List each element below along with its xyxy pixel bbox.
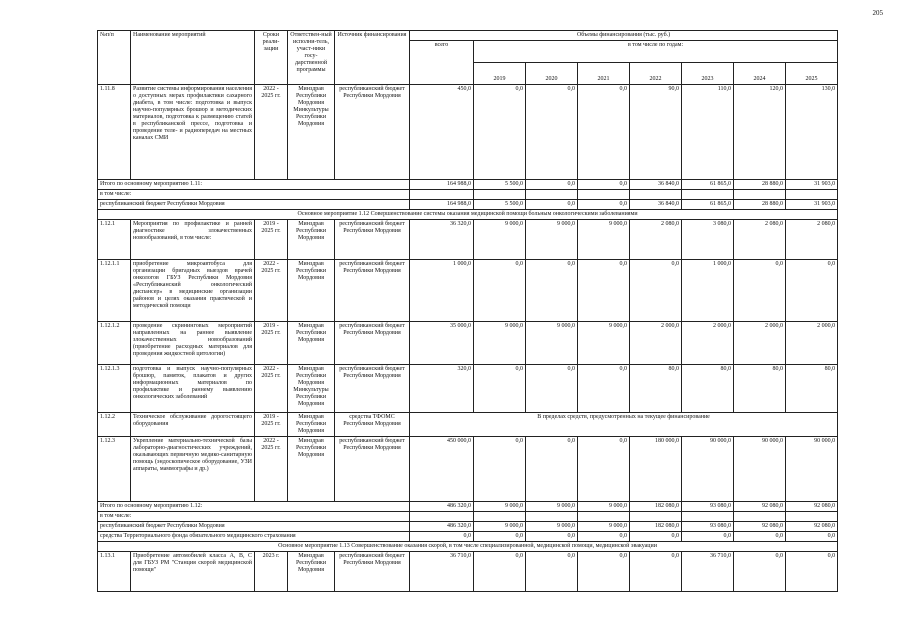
amount-cell: 0,0 bbox=[474, 260, 526, 322]
amount-cell: 0,0 bbox=[474, 365, 526, 413]
amount-cell: 0,0 bbox=[526, 180, 578, 190]
empty-cell bbox=[630, 190, 682, 200]
table-row bbox=[98, 502, 838, 512]
amount-cell: 36 710,0 bbox=[410, 552, 474, 592]
section-title: Основное мероприятие 1.12 Совершенствование системы оказания медицинской помощи больным онкологическими заболеваниями bbox=[98, 210, 838, 220]
amount-cell: 0,0 bbox=[578, 260, 630, 322]
amount-cell: 0,0 bbox=[578, 85, 630, 180]
amount-cell: 130,0 bbox=[786, 85, 838, 180]
empty-cell bbox=[474, 512, 526, 522]
amount-cell: 0,0 bbox=[526, 552, 578, 592]
amount-cell: 80,0 bbox=[786, 365, 838, 413]
amount-cell: 28 880,0 bbox=[734, 180, 786, 190]
section-title: Основное мероприятие 1.13 Совершенствование оказания скорой, в том числе специализированной, медицинской помощи, медицинской эвакуации bbox=[98, 542, 838, 552]
funding-source: республиканский бюджет Республики Мордовия bbox=[335, 365, 410, 413]
table-row bbox=[98, 85, 838, 180]
summary-label: в том числе: bbox=[98, 512, 410, 522]
header-funding: Объемы финансирования (тыс. руб.) bbox=[410, 31, 838, 41]
row-number: 1.12.1.1 bbox=[98, 260, 131, 322]
amount-cell: 0,0 bbox=[578, 532, 630, 542]
amount-cell: 36 840,0 bbox=[630, 200, 682, 210]
measure-name: проведение скрининговых мероприятий направленных на раннее выявление злокачественных новообразований (приобретение расходных материалов для проведения жидкостной цитологии) bbox=[131, 322, 255, 365]
table-row bbox=[98, 210, 838, 220]
empty-cell bbox=[786, 512, 838, 522]
amount-cell: 2 000,0 bbox=[630, 322, 682, 365]
amount-cell: 182 080,0 bbox=[630, 502, 682, 512]
table-row bbox=[98, 200, 838, 210]
amount-cell: 0,0 bbox=[526, 365, 578, 413]
implementation-term: 2022 - 2025 гг. bbox=[255, 260, 288, 322]
amount-cell: 164 988,0 bbox=[410, 200, 474, 210]
amount-cell: 36 710,0 bbox=[682, 552, 734, 592]
header-year: 2021 bbox=[578, 63, 630, 85]
amount-cell: 0,0 bbox=[474, 437, 526, 502]
amount-cell: 0,0 bbox=[474, 532, 526, 542]
amount-cell: 180 000,0 bbox=[630, 437, 682, 502]
empty-cell bbox=[410, 190, 474, 200]
amount-cell: 61 865,0 bbox=[682, 180, 734, 190]
amount-cell: 1 000,0 bbox=[682, 260, 734, 322]
implementation-term: 2019 - 2025 гг. bbox=[255, 220, 288, 260]
summary-label: республиканский бюджет Республики Мордовия bbox=[98, 522, 410, 532]
amount-cell: 0,0 bbox=[734, 260, 786, 322]
amount-cell: 0,0 bbox=[786, 552, 838, 592]
amount-cell: 0,0 bbox=[630, 260, 682, 322]
empty-cell bbox=[474, 190, 526, 200]
amount-cell: 0,0 bbox=[786, 532, 838, 542]
empty-cell bbox=[578, 512, 630, 522]
amount-cell: 0,0 bbox=[578, 180, 630, 190]
row-number: 1.12.3 bbox=[98, 437, 131, 502]
amount-cell: 0,0 bbox=[578, 200, 630, 210]
amount-cell: 0,0 bbox=[682, 532, 734, 542]
amount-cell: 36 320,0 bbox=[410, 220, 474, 260]
amount-cell: 3 080,0 bbox=[682, 220, 734, 260]
funding-source: республиканский бюджет Республики Мордовия bbox=[335, 220, 410, 260]
header-by-years: в том числе по годам: bbox=[474, 41, 838, 63]
amount-cell: 80,0 bbox=[682, 365, 734, 413]
row-number: 1.12.1.3 bbox=[98, 365, 131, 413]
funding-source: республиканский бюджет Республики Мордовия bbox=[335, 552, 410, 592]
amount-cell: 9 000,0 bbox=[578, 502, 630, 512]
amount-cell: 0,0 bbox=[474, 85, 526, 180]
responsible-executor: Минздрав Республики Мордовия bbox=[288, 260, 335, 322]
amount-cell: 0,0 bbox=[630, 532, 682, 542]
table-row bbox=[98, 190, 838, 200]
implementation-term: 2022 - 2025 гг. bbox=[255, 85, 288, 180]
header-total: всего bbox=[410, 41, 474, 85]
amount-cell: 9 000,0 bbox=[578, 322, 630, 365]
amount-cell: 28 880,0 bbox=[734, 200, 786, 210]
amount-cell: 0,0 bbox=[410, 532, 474, 542]
summary-label: средства Территориального фонда обязательного медицинского страхования bbox=[98, 532, 410, 542]
implementation-term: 2022 - 2025 гг. bbox=[255, 437, 288, 502]
header-term: Сроки реали-зации bbox=[255, 31, 288, 85]
empty-cell bbox=[786, 190, 838, 200]
amount-cell: 9 000,0 bbox=[474, 322, 526, 365]
amount-cell: 31 903,0 bbox=[786, 180, 838, 190]
amount-cell: 0,0 bbox=[786, 260, 838, 322]
amount-cell: 0,0 bbox=[526, 437, 578, 502]
summary-label: Итого по основному мероприятию 1.11: bbox=[98, 180, 410, 190]
table-row bbox=[98, 552, 838, 592]
amount-cell: 93 080,0 bbox=[682, 502, 734, 512]
amount-cell: 9 000,0 bbox=[526, 502, 578, 512]
empty-cell bbox=[734, 512, 786, 522]
amount-cell: 9 000,0 bbox=[578, 220, 630, 260]
table-row bbox=[98, 512, 838, 522]
amount-cell: 320,0 bbox=[410, 365, 474, 413]
header-name: Наименование мероприятий bbox=[131, 31, 255, 85]
header-responsible: Ответствен-ный исполни-тель, участ-ники госу-дарственной программы bbox=[288, 31, 335, 85]
amount-cell: 5 500,0 bbox=[474, 180, 526, 190]
amount-cell: 2 000,0 bbox=[734, 322, 786, 365]
amount-cell: 0,0 bbox=[734, 552, 786, 592]
amount-cell: 93 080,0 bbox=[682, 522, 734, 532]
amount-cell: 9 000,0 bbox=[474, 522, 526, 532]
amount-cell: 92 080,0 bbox=[734, 502, 786, 512]
table-row bbox=[98, 542, 838, 552]
page-number: 205 bbox=[872, 9, 883, 17]
responsible-executor: Минздрав Республики Мордовия bbox=[288, 437, 335, 502]
table-row bbox=[98, 322, 838, 365]
row-number: 1.13.1 bbox=[98, 552, 131, 592]
responsible-executor: Минздрав Республики Мордовия bbox=[288, 220, 335, 260]
amount-cell: 2 000,0 bbox=[682, 322, 734, 365]
amount-cell: 2 080,0 bbox=[786, 220, 838, 260]
amount-cell: 486 320,0 bbox=[410, 522, 474, 532]
measure-name: Развитие системы информирования населения о доступных мерах профилактики сахарного диабета, в том числе: подготовка и выпуск научно-популярных брошюр и методических материалов, подготовка к размещению статей в республиканской прессе, подготовка и проведение теле- и радиопередач на местных каналах СМИ bbox=[131, 85, 255, 180]
amount-cell: 90 000,0 bbox=[682, 437, 734, 502]
amount-cell: 90 000,0 bbox=[786, 437, 838, 502]
implementation-term: 2019 - 2025 гг. bbox=[255, 322, 288, 365]
amount-cell: 2 080,0 bbox=[630, 220, 682, 260]
table-row bbox=[98, 532, 838, 542]
amount-cell: 450 000,0 bbox=[410, 437, 474, 502]
amount-cell: 9 000,0 bbox=[578, 522, 630, 532]
amount-cell: 35 000,0 bbox=[410, 322, 474, 365]
measure-name: Мероприятия по профилактике и ранней диагностике злокачественных новообразований, в том числе: bbox=[131, 220, 255, 260]
empty-cell bbox=[526, 190, 578, 200]
amount-cell: 90 000,0 bbox=[734, 437, 786, 502]
implementation-term: 2022 - 2025 гг. bbox=[255, 365, 288, 413]
amount-cell: 92 080,0 bbox=[786, 502, 838, 512]
amount-cell: 61 865,0 bbox=[682, 200, 734, 210]
empty-cell bbox=[578, 190, 630, 200]
measure-name: приобретение микроавтобуса для организации бригадных выездов врачей онкологов ГБУЗ Республики Мордовия «Республиканский онкологический диспансер» в медицинские организации районов и целях оказания практической и методической помощи bbox=[131, 260, 255, 322]
empty-cell bbox=[410, 512, 474, 522]
row-number: 1.12.2 bbox=[98, 413, 131, 437]
table-row bbox=[98, 522, 838, 532]
amount-cell: 0,0 bbox=[578, 365, 630, 413]
amount-cell: 164 988,0 bbox=[410, 180, 474, 190]
funding-source: республиканский бюджет Республики Мордовия bbox=[335, 85, 410, 180]
implementation-term: 2019 - 2025 гг. bbox=[255, 413, 288, 437]
empty-cell bbox=[682, 190, 734, 200]
measure-name: Техническое обслуживание дорогостоящего оборудования bbox=[131, 413, 255, 437]
responsible-executor: Минздрав Республики Мордовия Минкультуры Республики Мордовия bbox=[288, 85, 335, 180]
funding-source: республиканский бюджет Республики Мордовия bbox=[335, 322, 410, 365]
amount-cell: 36 840,0 bbox=[630, 180, 682, 190]
amount-cell: 2 000,0 bbox=[786, 322, 838, 365]
table-row bbox=[98, 180, 838, 190]
empty-cell bbox=[734, 190, 786, 200]
amount-cell: 486 320,0 bbox=[410, 502, 474, 512]
funding-source: средства ТФОМС Республики Мордовия bbox=[335, 413, 410, 437]
table-row bbox=[98, 220, 838, 260]
amount-cell: 90,0 bbox=[630, 85, 682, 180]
amount-cell: 9 000,0 bbox=[474, 220, 526, 260]
summary-label: Итого по основному мероприятию 1.12: bbox=[98, 502, 410, 512]
amount-cell: 9 000,0 bbox=[526, 322, 578, 365]
amount-cell: 2 080,0 bbox=[734, 220, 786, 260]
table-row bbox=[98, 260, 838, 322]
amount-cell: 80,0 bbox=[734, 365, 786, 413]
header-year: 2022 bbox=[630, 63, 682, 85]
amount-cell: 110,0 bbox=[682, 85, 734, 180]
header-num: №п/п bbox=[98, 31, 131, 85]
table-row bbox=[98, 365, 838, 413]
amount-cell: 9 000,0 bbox=[474, 502, 526, 512]
table-row bbox=[98, 413, 838, 437]
amount-cell: 182 080,0 bbox=[630, 522, 682, 532]
funding-source: республиканский бюджет Республики Мордовия bbox=[335, 260, 410, 322]
amount-cell: 80,0 bbox=[630, 365, 682, 413]
funding-table bbox=[97, 30, 838, 592]
amount-cell: 0,0 bbox=[526, 260, 578, 322]
amount-cell: 0,0 bbox=[578, 552, 630, 592]
header-year: 2020 bbox=[526, 63, 578, 85]
responsible-executor: Минздрав Республики Мордовия bbox=[288, 552, 335, 592]
header-year: 2024 bbox=[734, 63, 786, 85]
measure-name: Приобретение автомобилей класса А, В, С для ГБУЗ РМ "Станция скорой медицинской помощи" bbox=[131, 552, 255, 592]
responsible-executor: Минздрав Республики Мордовия bbox=[288, 413, 335, 437]
row-number: 1.12.1 bbox=[98, 220, 131, 260]
summary-label: в том числе: bbox=[98, 190, 410, 200]
measure-name: Укрепление материально-технической базы лабораторно-диагностических учреждений, оказывающих первичную медико-санитарную помощь (эндоскопическое оборудование, УЗИ аппараты, маммографы и др.) bbox=[131, 437, 255, 502]
amount-cell: 0,0 bbox=[526, 85, 578, 180]
amount-cell: 9 000,0 bbox=[526, 522, 578, 532]
amount-cell: 0,0 bbox=[734, 532, 786, 542]
summary-label: республиканский бюджет Республики Мордовия bbox=[98, 200, 410, 210]
empty-cell bbox=[630, 512, 682, 522]
empty-cell bbox=[526, 512, 578, 522]
header-year: 2023 bbox=[682, 63, 734, 85]
funding-note: В пределах средств, предусмотренных на текущее финансирование bbox=[410, 413, 838, 437]
header-year: 2019 bbox=[474, 63, 526, 85]
measure-name: подготовка и выпуск научно-популярных брошюр, памяток, плакатов и других информационных материалов по профилактике и раннему выявлению онкологических заболеваний bbox=[131, 365, 255, 413]
row-number: 1.11.8 bbox=[98, 85, 131, 180]
responsible-executor: Минздрав Республики Мордовия Минкультуры Республики Мордовия bbox=[288, 365, 335, 413]
amount-cell: 0,0 bbox=[526, 532, 578, 542]
row-number: 1.12.1.2 bbox=[98, 322, 131, 365]
amount-cell: 31 903,0 bbox=[786, 200, 838, 210]
amount-cell: 0,0 bbox=[474, 552, 526, 592]
header-source: Источник финансирования bbox=[335, 31, 410, 85]
amount-cell: 92 080,0 bbox=[734, 522, 786, 532]
amount-cell: 0,0 bbox=[578, 437, 630, 502]
amount-cell: 120,0 bbox=[734, 85, 786, 180]
header-year: 2025 bbox=[786, 63, 838, 85]
implementation-term: 2023 г. bbox=[255, 552, 288, 592]
table-row bbox=[98, 437, 838, 502]
amount-cell: 1 000,0 bbox=[410, 260, 474, 322]
funding-source: республиканский бюджет Республики Мордовия bbox=[335, 437, 410, 502]
empty-cell bbox=[682, 512, 734, 522]
amount-cell: 450,0 bbox=[410, 85, 474, 180]
responsible-executor: Минздрав Республики Мордовия bbox=[288, 322, 335, 365]
amount-cell: 9 000,0 bbox=[526, 220, 578, 260]
amount-cell: 0,0 bbox=[526, 200, 578, 210]
amount-cell: 5 500,0 bbox=[474, 200, 526, 210]
amount-cell: 0,0 bbox=[630, 552, 682, 592]
amount-cell: 92 080,0 bbox=[786, 522, 838, 532]
